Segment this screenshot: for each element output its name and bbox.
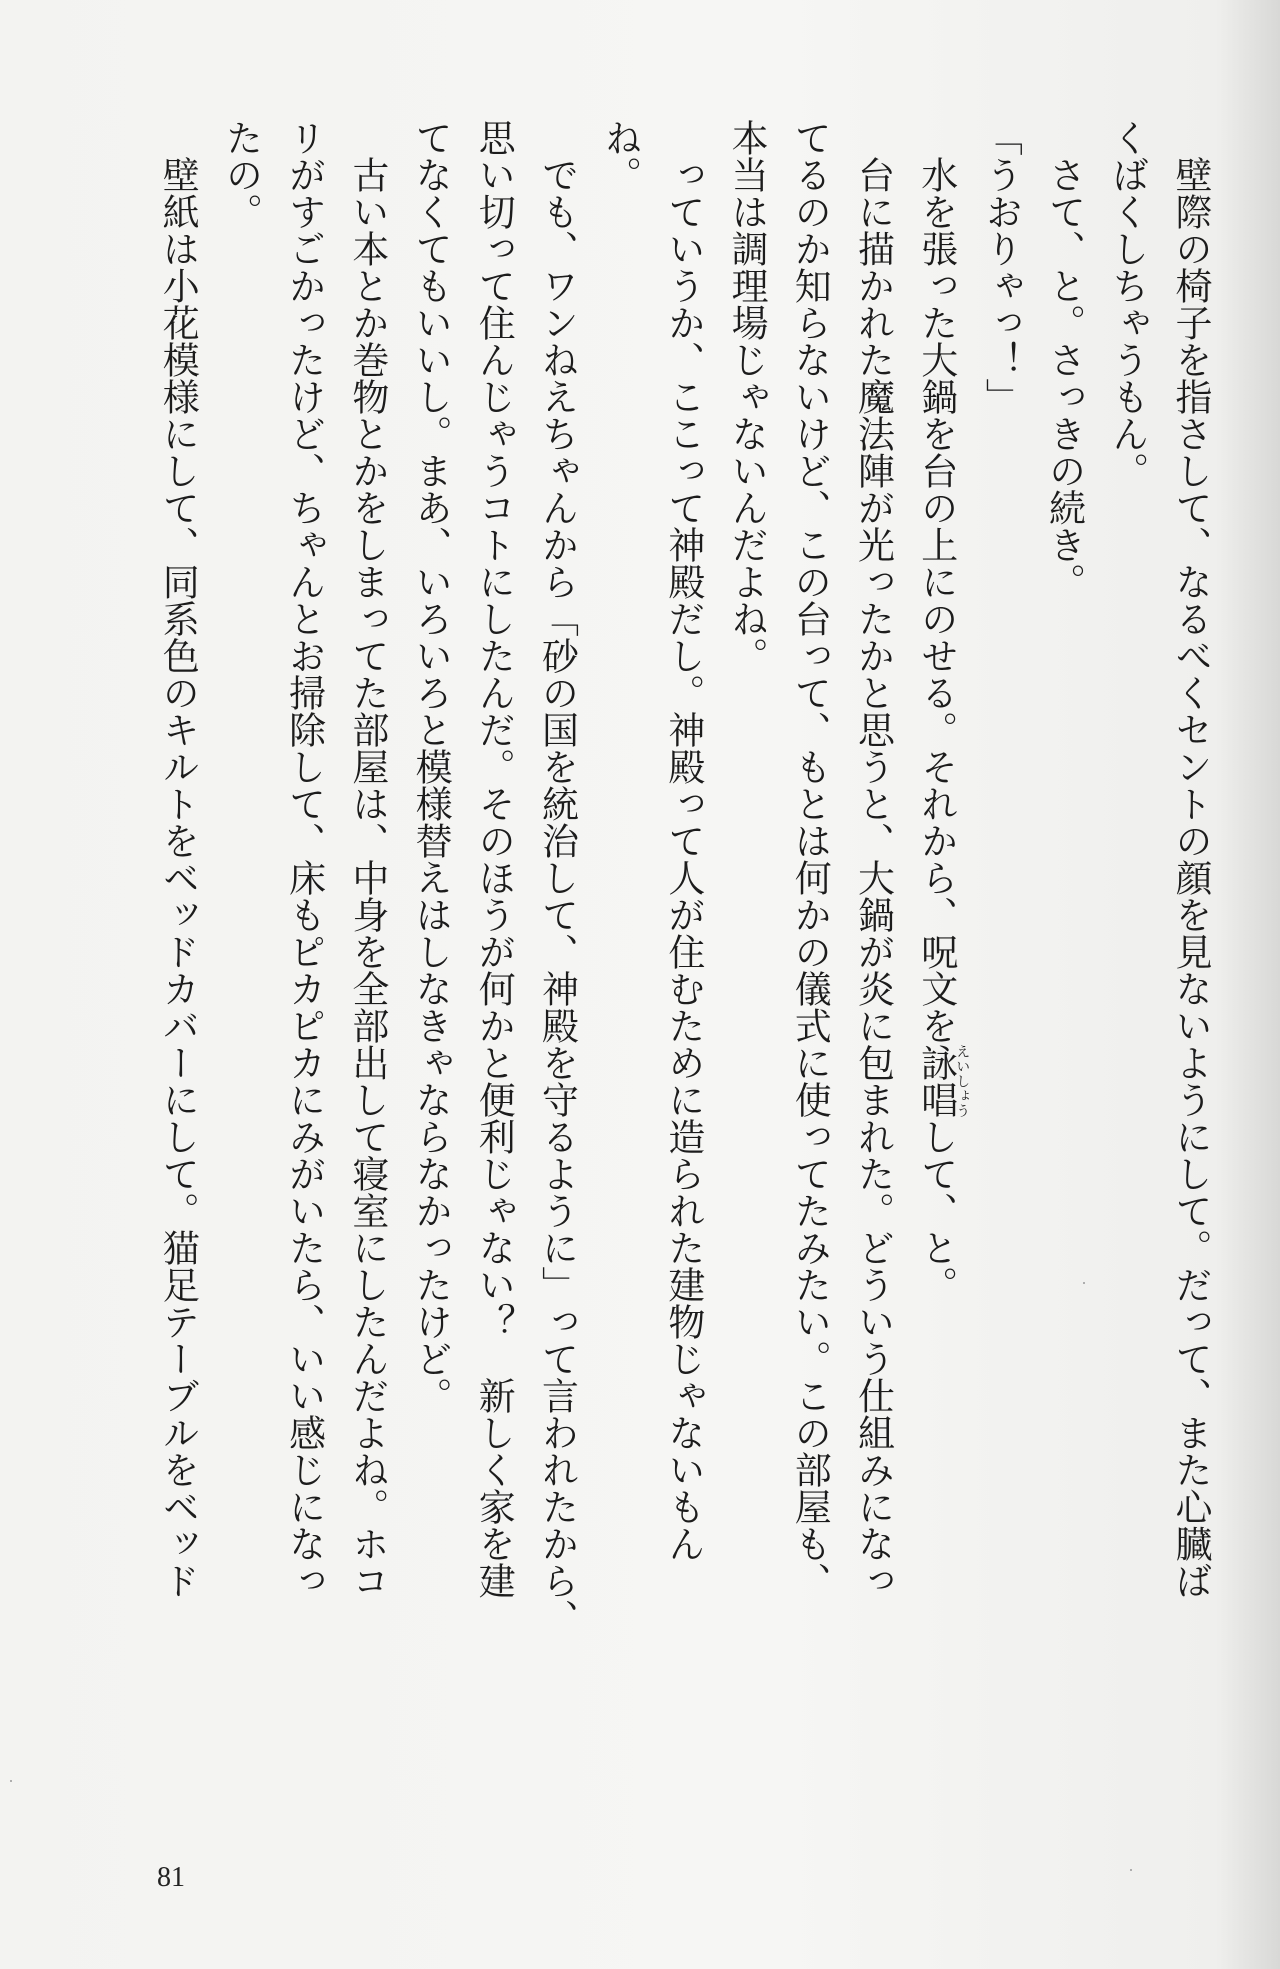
body-text (146, 119, 1222, 1636)
text-line: でも、ワンねえちゃんから「砂の国を統治して、神殿を守るように」って言われたから、 (535, 156, 579, 1636)
text-line: 台に描かれた魔法陣が光ったかと思うと、大鍋が炎に包まれた。どういう仕組みになっ (851, 156, 895, 1599)
scan-speck (1130, 1869, 1132, 1871)
text-line: てるのか知らないけど、この台って、もとは何かの儀式に使ってたみたい。この部屋も、 (788, 119, 832, 1599)
text-line: 古い本とか巻物とかをしまってた部屋は、中身を全部出して寝室にしたんだよね。ホコ (345, 156, 389, 1599)
ruby-reading: えいしょう (954, 1044, 971, 1118)
text-line: っていうか、ここって神殿だし。神殿って人が住むために造られた建物じゃないもん (661, 156, 705, 1562)
text-line: さて、と。さっきの続き。 (1042, 156, 1086, 600)
text-segment: 水を張った大鍋を台の上にのせる。それから、呪文を (914, 156, 958, 1044)
scan-speck (1083, 1282, 1085, 1284)
text-line: 「うおりゃっ！」 (979, 119, 1023, 415)
text-line: 本当は調理場じゃないんだよね。 (725, 119, 769, 674)
ruby-word (914, 1044, 971, 1118)
text-line: リがすごかったけど、ちゃんとお掃除して、床もピカピカにみがいたら、いい感じになっ (282, 119, 326, 1599)
text-segment: して、と。 (914, 1118, 958, 1303)
text-line: 壁際の椅子を指さして、なるべくセントの顔を見ないようにして。だって、また心臓ば (1169, 156, 1212, 1599)
text-line: 壁紙は小花模様にして、同系色のキルトをベッドカバーにして。猫足テーブルをベッド (156, 156, 200, 1599)
text-line: たの。 (219, 119, 263, 230)
text-line (904, 119, 969, 1619)
scan-speck (10, 1780, 12, 1782)
text-line: ね。 (598, 119, 642, 193)
ruby-base: 詠唱 (914, 1044, 958, 1118)
page-number: 81 (157, 1862, 185, 1893)
text-line: くばくしちゃうもん。 (1105, 119, 1149, 489)
text-line: 思い切って住んじゃうコトにしたんだ。そのほうが何かと便利じゃない？ 新しく家を建 (472, 119, 516, 1599)
text-line: てなくてもいいし。まあ、いろいろと模様替えはしなきゃならなかったけど。 (409, 119, 453, 1414)
